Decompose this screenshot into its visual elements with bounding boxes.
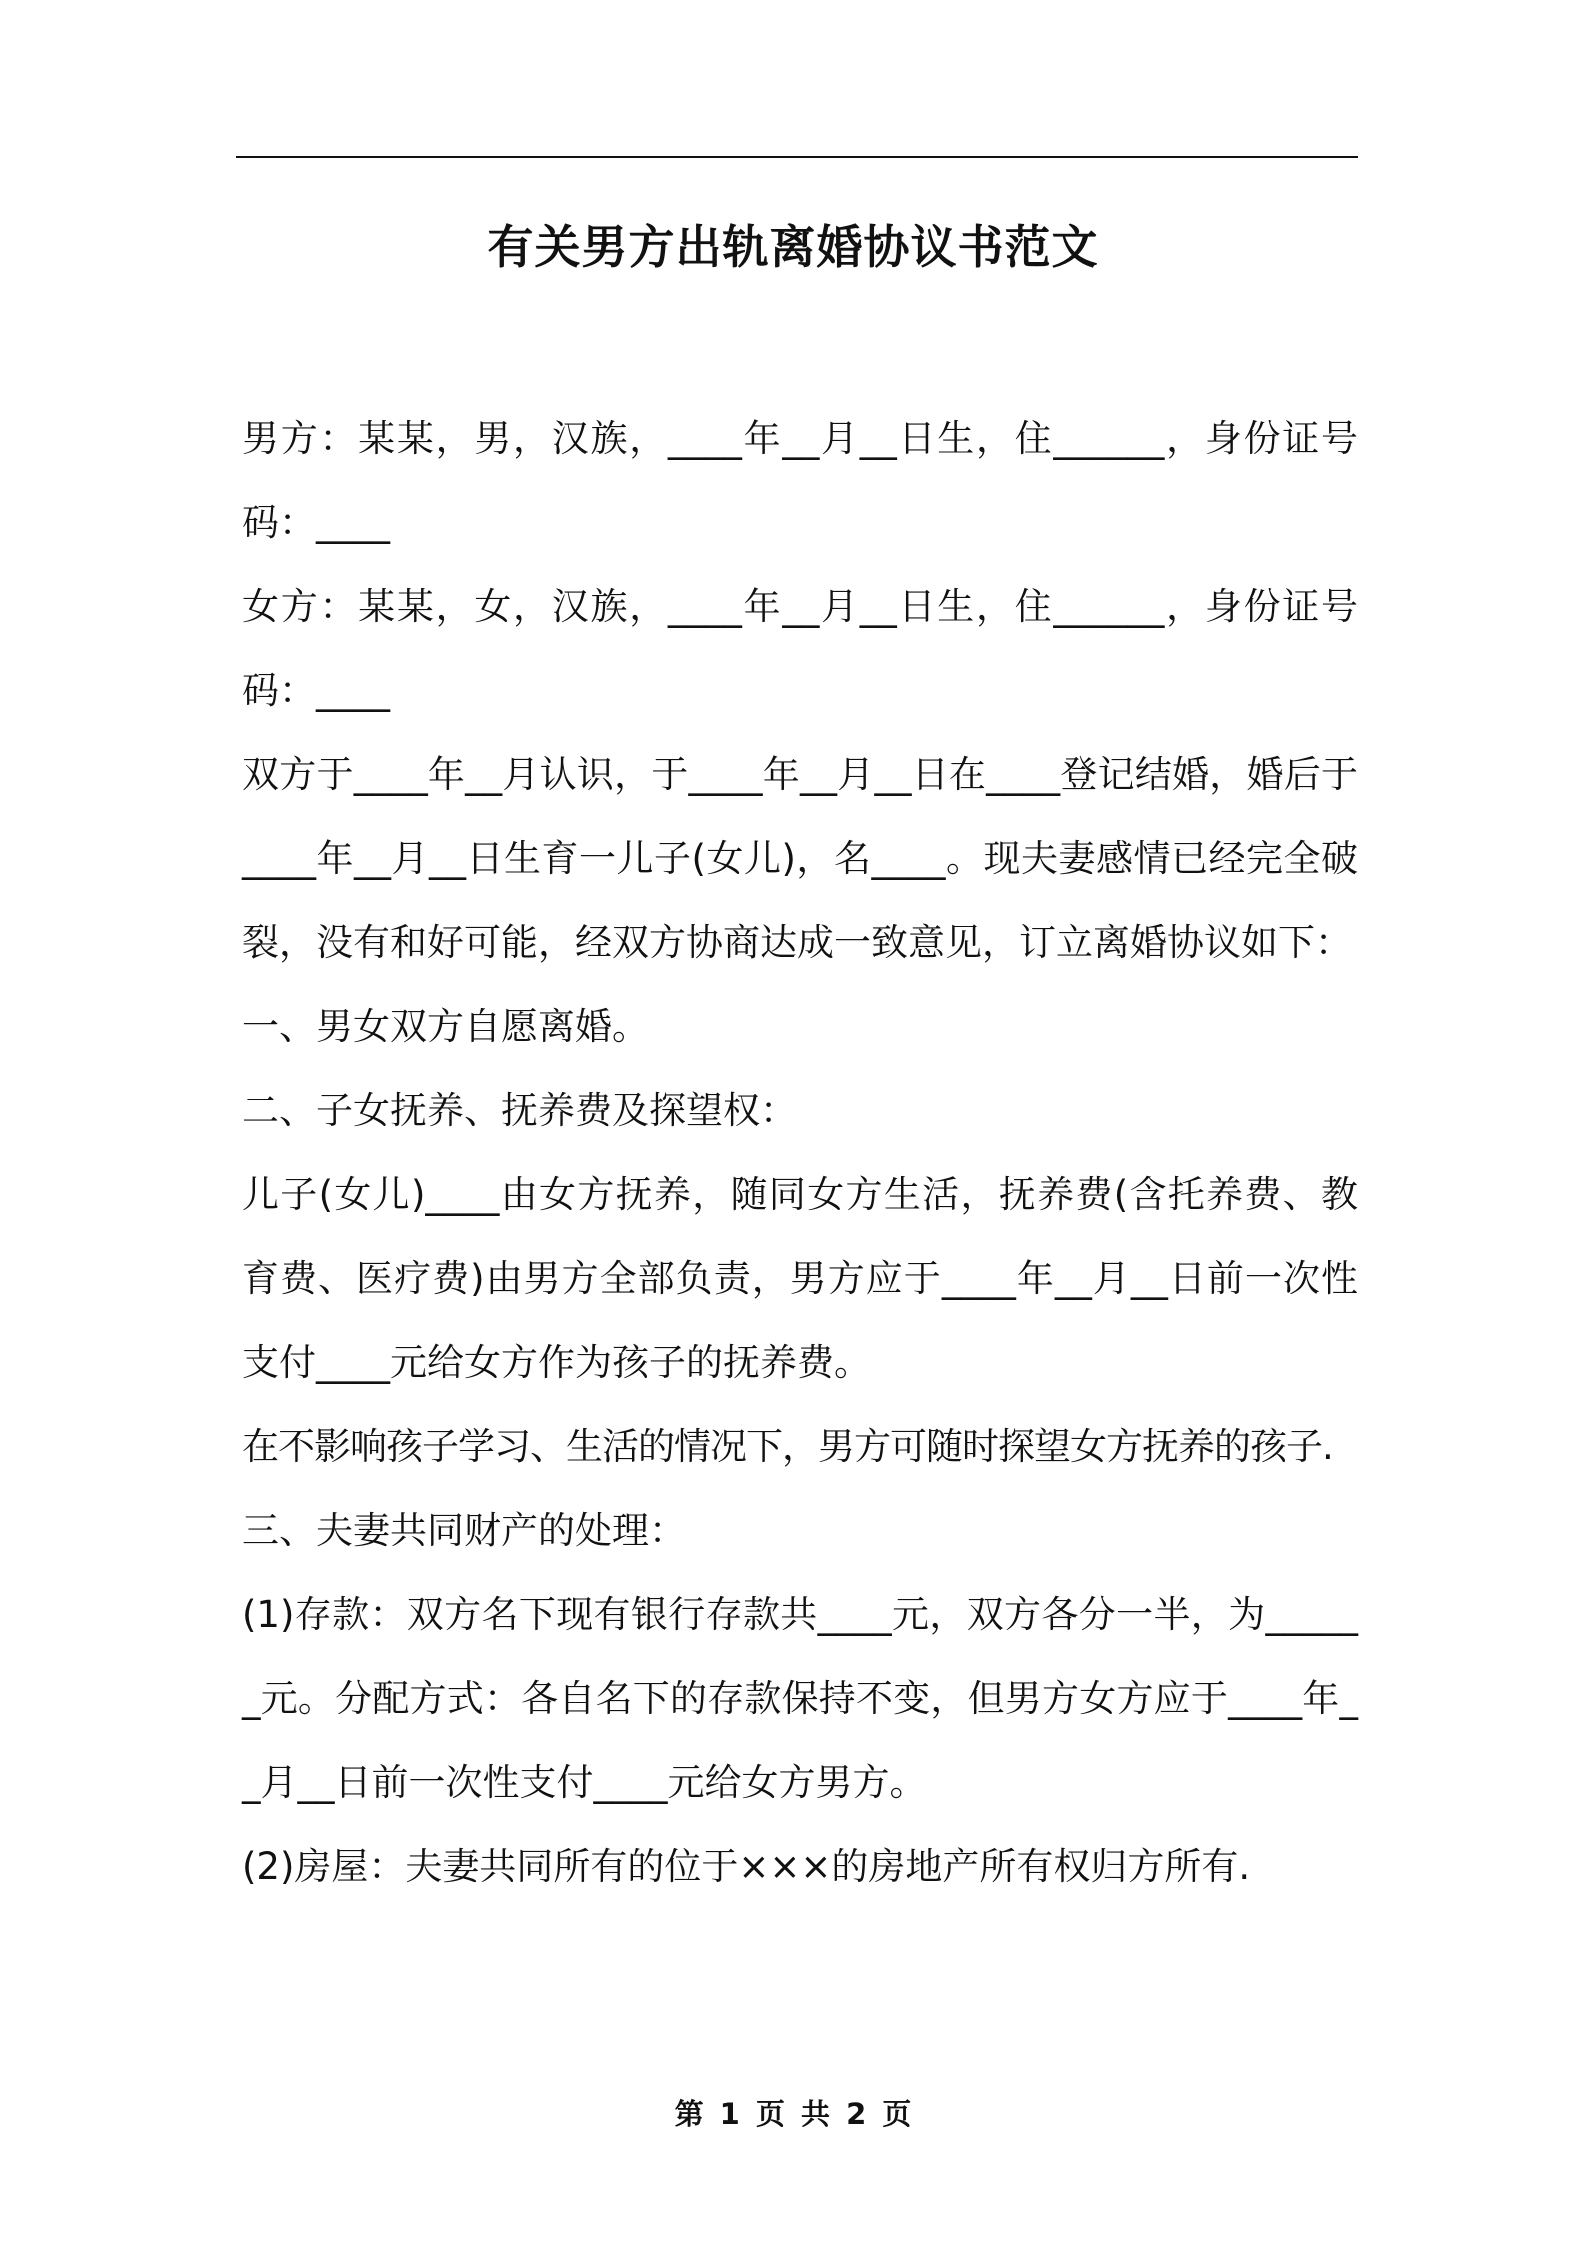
clause-1-voluntary-divorce: 一、男女双方自愿离婚。 <box>242 1005 649 1048</box>
paragraph-visitation-rights: 在不影响孩子学习、生活的情况下，男方可随时探望女方抚养的孩子. <box>242 1425 1333 1468</box>
clause-2-heading-child-custody: 二、子女抚养、抚养费及探望权： <box>242 1089 797 1132</box>
paragraph-husband-info: 男方：某某，男，汉族，____年__月__日生，住______，身份证号码：____ <box>242 417 1358 544</box>
clause-3-heading-joint-property: 三、夫妻共同财产的处理： <box>242 1509 686 1552</box>
paragraph-savings-division: (1)存款：双方名下现有银行存款共____元，双方各分一半，为______元。分配方式：各自名下的存款保持不变，但男方女方应于____年__月__日前一次性支付____元给女方男方。 <box>242 1593 1358 1804</box>
document-body <box>242 397 1358 1909</box>
paragraph-wife-info: 女方：某某，女，汉族，____年__月__日生，住______，身份证号码：____ <box>242 585 1358 712</box>
paragraph-child-support: 儿子(女儿)____由女方抚养，随同女方生活，抚养费(含托养费、教育费、医疗费)由男方全部负责，男方应于____年__月__日前一次性支付____元给女方作为孩子的抚养费。 <box>242 1173 1358 1384</box>
paragraph-marriage-background: 双方于____年__月认识，于____年__月__日在____登记结婚，婚后于____年__月__日生育一儿子(女儿)，名____。现夫妻感情已经完全破裂，没有和好可能，经双方协商达成一致意见，订立离婚协议如下： <box>242 753 1358 964</box>
paragraph-house-ownership: (2)房屋：夫妻共同所有的位于×××的房地产所有权归方所有. <box>242 1845 1251 1888</box>
header-rule <box>236 156 1358 158</box>
document-title: 有关男方出轨离婚协议书范文 <box>487 220 1099 274</box>
page-indicator: 第 1 页 共 2 页 <box>674 2097 912 2131</box>
